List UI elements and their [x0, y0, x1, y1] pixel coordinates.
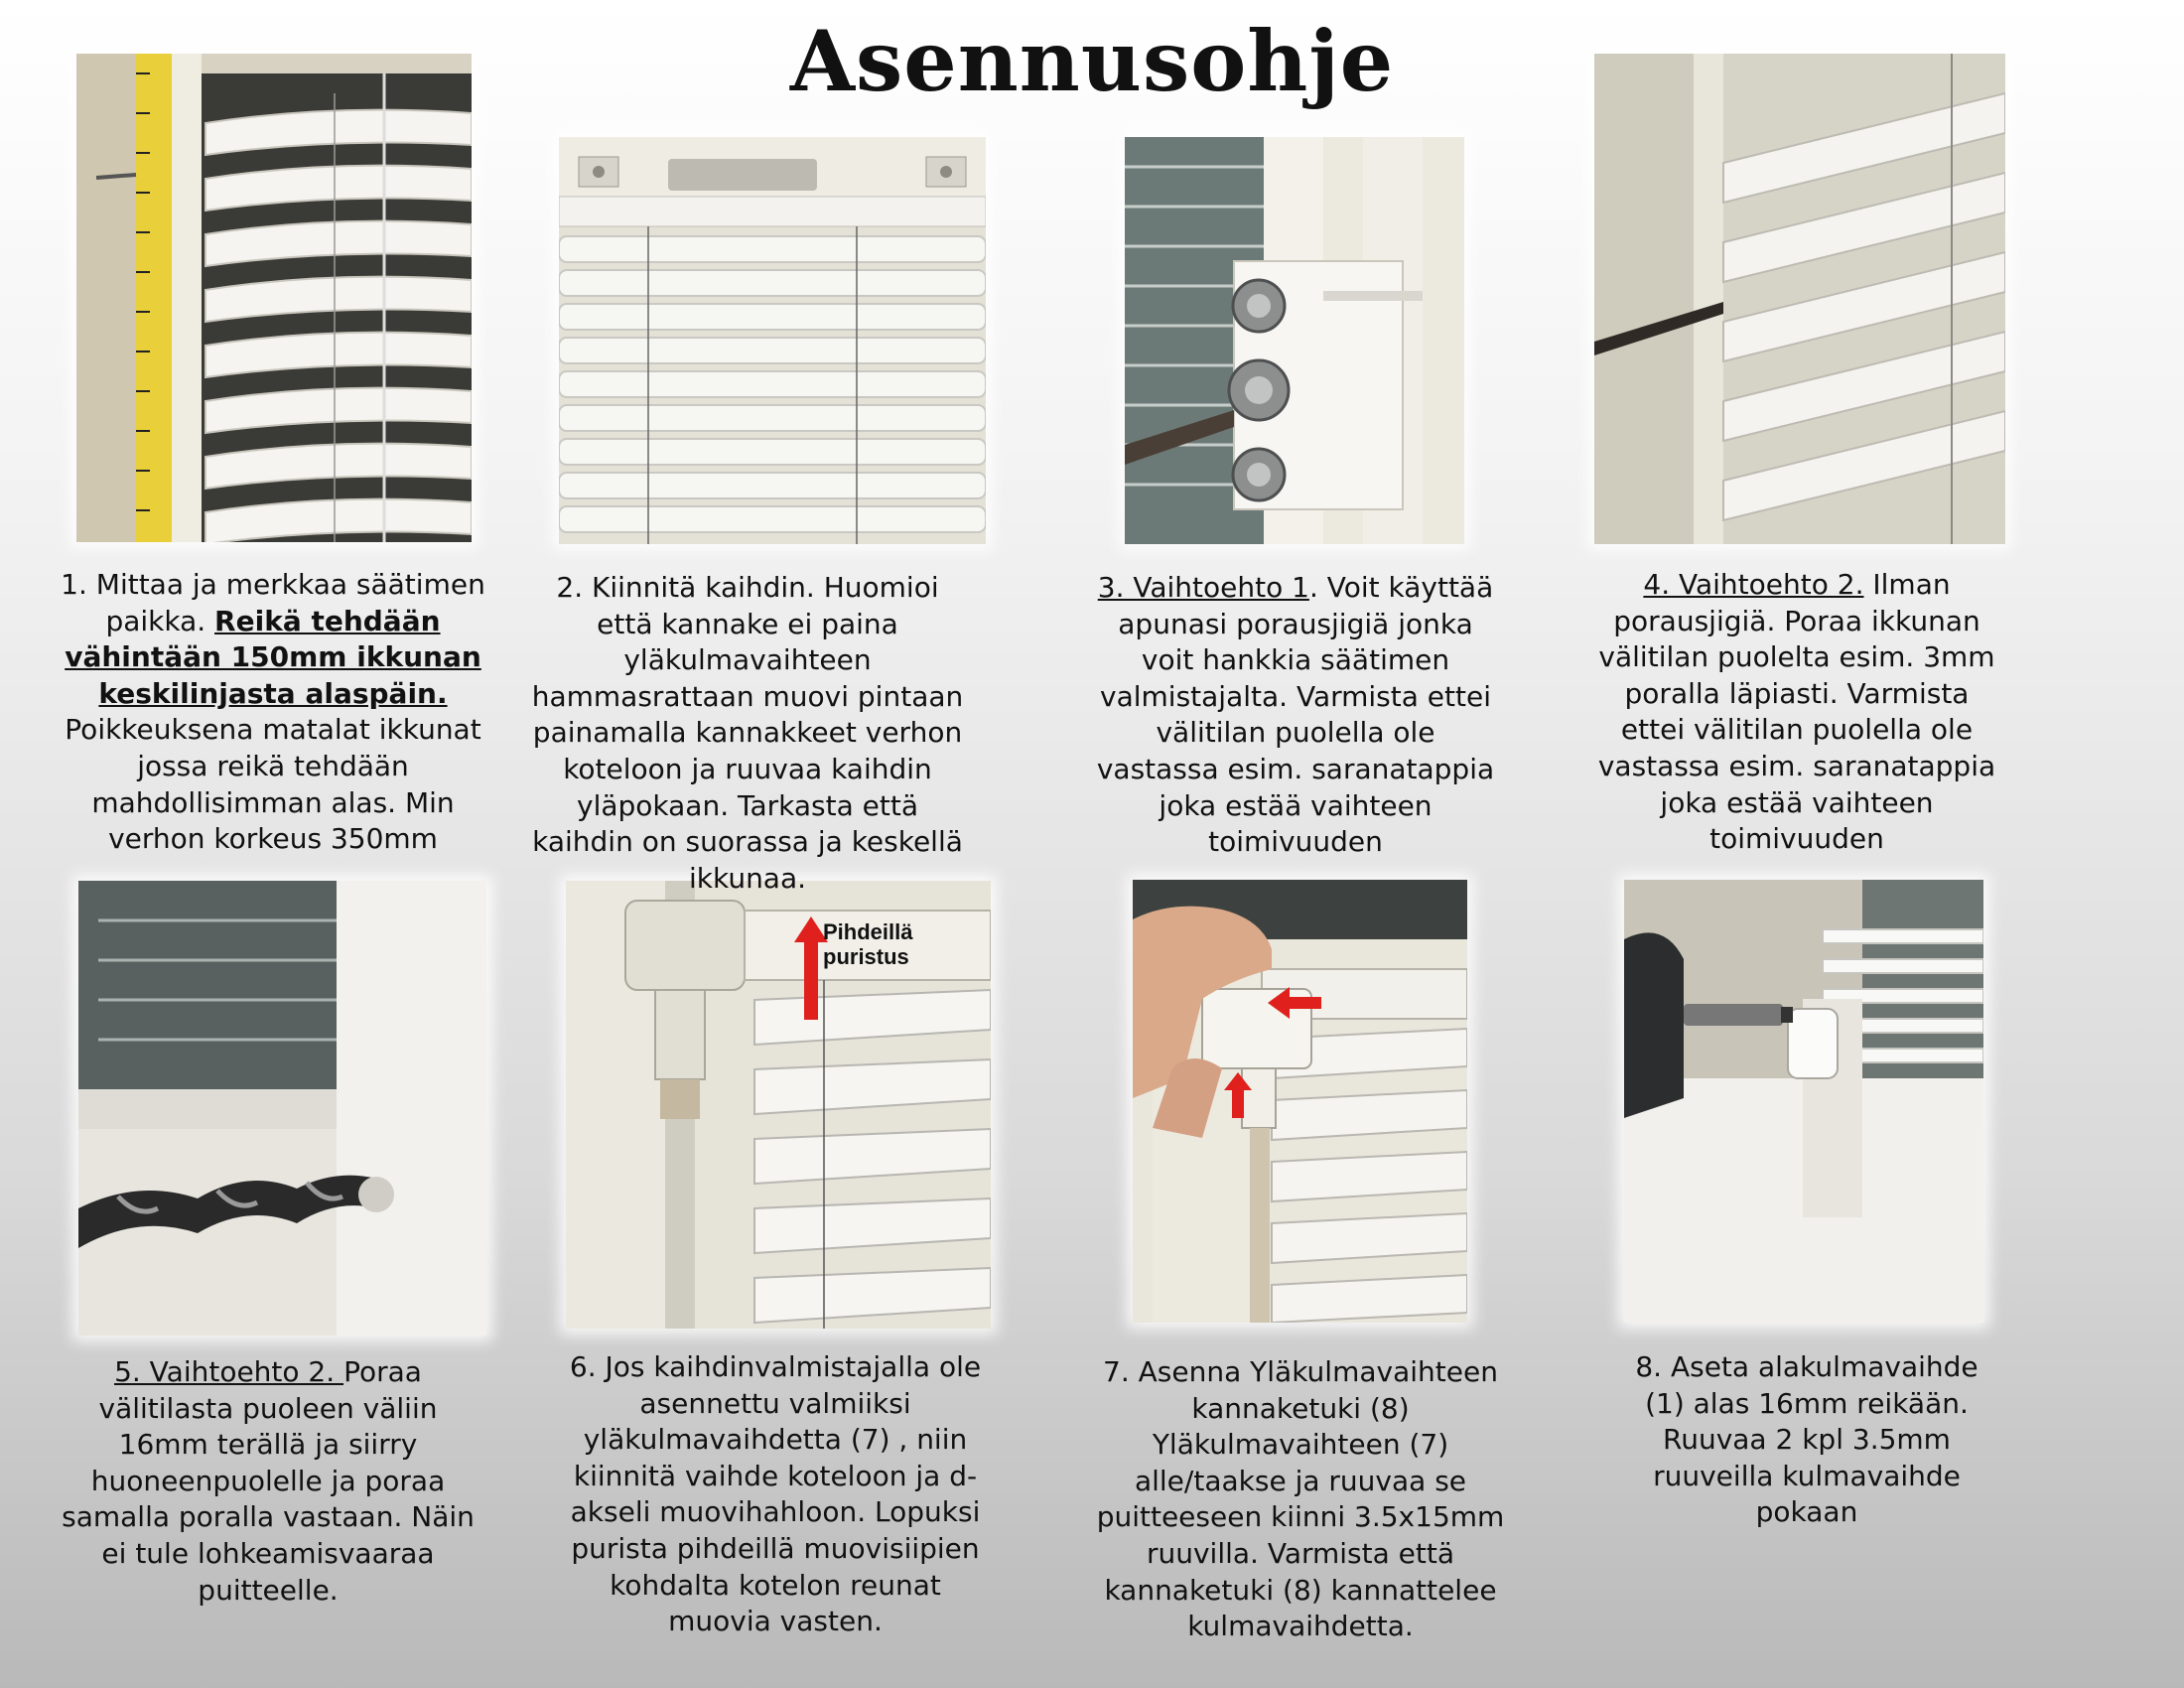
step-3-text: . Voit käyttää apunasi porausjigiä jonka voit hankkia säätimen valmistajalta. Varmista ettei välitilan puolella ole vastassa esim. saranatappia joka estää vaihteen toimivuuden: [1096, 571, 1495, 859]
step-8-text: 8. Aseta alakulmavaihde (1) alas 16mm reikään. Ruuvaa 2 kpl 3.5mm ruuveilla kulmavaihde pokaan: [1635, 1350, 1979, 1529]
step-1-text-rest: Poikkeuksena matalat ikkunat jossa reikä tehdään mahdollisimman alas. Min verhon korkeus 350mm: [65, 713, 481, 856]
step-7-text: 7. Asenna Yläkulmavaihteen kannaketuki (8) Yläkulmavaihteen (7) alle/taakse ja ruuvaa se puitteeseen kiinni 3.5x15mm ruuvilla. Varmista että kannaketuki (8) kannattelee kulmavaihdetta.: [1096, 1355, 1505, 1643]
step-5-option-label: 5. Vaihtoehto 2.: [114, 1355, 344, 1388]
step-1-text: 1. Mittaa ja merkkaa säätimen paikka.: [61, 568, 485, 637]
photo-2-mount-blind: [559, 137, 986, 544]
step-5-caption: [52, 1354, 484, 1609]
step-8-caption: [1628, 1349, 1985, 1531]
step-1-emphasis: Reikä tehdään vähintään 150mm ikkunan keskilinjasta alaspäin.: [65, 604, 481, 710]
photo-5-drill-16mm: [78, 881, 486, 1336]
pliers-squeeze-callout: Pihdeillä puristus: [823, 919, 913, 969]
photo-7-support-bracket: [1133, 880, 1467, 1323]
step-4-caption: [1593, 567, 2000, 858]
step-7-caption: [1087, 1354, 1514, 1645]
photo-4-drilling-through: [1594, 54, 2005, 544]
page-title: Asennusohje: [789, 12, 1395, 110]
step-4-text: Ilman porausjigiä. Poraa ikkunan välitilan puolelta esim. 3mm poralla läpiasti. Varmista ettei välitilan puolella ole vastassa esim. saranatappia joka estää vaihteen toimivuuden: [1597, 568, 1996, 856]
step-6-text: 6. Jos kaihdinvalmistajalla ole asennettu valmiiksi yläkulmavaihdetta (7) , niin kiinnitä vaihde koteloon ja d-akseli muovihahloon. Lopuksi purista pihdeillä muovisiipien kohdalta kotelon reunat muovia vasten.: [569, 1350, 982, 1638]
photo-3-drilling-jig: [1125, 137, 1464, 544]
step-5-text: Poraa välitilasta puoleen väliin 16mm terällä ja siirry huoneenpuolelle ja poraa samalla poralla vastaan. Näin ei tule lohkeamisvaaraa puitteelle.: [62, 1355, 475, 1607]
photo-8-lower-gear: [1624, 880, 1983, 1323]
step-3-caption: [1092, 570, 1499, 861]
step-2-caption: [524, 570, 971, 897]
step-3-option-label: 3. Vaihtoehto 1: [1097, 571, 1309, 604]
step-2-text: 2. Kiinnitä kaihdin. Huomioi että kannake ei paina yläkulmavaihteen hammasrattaan muovi pintaan painamalla kannakkeet verhon koteloon ja ruuvaa kaihdin yläpokaan. Tarkasta että kaihdin on suorassa ja keskellä ikkunaa.: [531, 571, 964, 895]
step-4-option-label: 4. Vaihtoehto 2.: [1643, 568, 1864, 601]
photo-1-measure: [76, 54, 472, 542]
step-1-caption: [60, 567, 486, 858]
step-6-caption: [561, 1349, 990, 1640]
